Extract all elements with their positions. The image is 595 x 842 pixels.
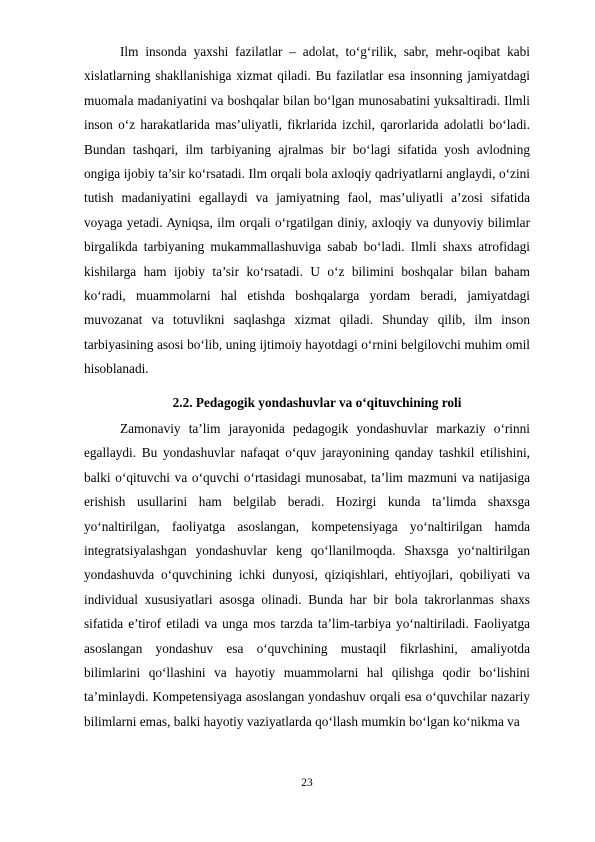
body-paragraph-pedagogik: Zamonaviy ta’lim jarayonida pedagogik yondashuvlar markaziy o‘rinni egallaydi. Bu yondashuvlar nafaqat o‘quv jarayonining qanday tashkil etilishini, balki o‘qituvchi va o‘quvchi o‘rtasidagi munosabat, ta’lim mazmuni va natijasiga erishish usullarini ham belgilab beradi. Hozirgi kunda ta’limda shaxsga yo‘naltirilgan, faoliyatga asoslangan, kompetensiyaga yo‘naltirilgan hamda integratsiyalashgan yondashuvlar keng qo‘llanilmoqda. Shaxsga yo‘naltirilgan yondashuvda o‘quvchining ichki dunyosi, qiziqishlari, ehtiyojlari, qobiliyati va individual xususiyatlari asosga olinadi. Bunda har bir bola takrorlanmas shaxs sifatida e’tirof etiladi va unga mos tarzda ta’lim-tarbiya yo‘naltiriladi. Faoliyatga asoslangan yondashuv esa o‘quvchining mustaqil fikrlashini, amaliyotda bilimlarini qo‘llashini va hayotiy muammolarni hal qilishga qodir bo‘lishini ta’minlaydi. Kompetensiyaga asoslangan yondashuv orqali esa o‘quvchilar nazariy bilimlarni emas, balki hayotiy vaziyatlarda qo‘llash mumkin bo‘lgan ko‘nikma va — [84, 421, 530, 729]
body-paragraph-ilm: Ilm insonda yaxshi fazilatlar – adolat, to‘g‘rilik, sabr, mehr-oqibat kabi xislatlarning shakllanishiga xizmat qiladi. Bu fazilatlar esa insonning jamiyatdagi muomala madaniyatini va boshqalar bilan bo‘lgan munosabatini yuksaltiradi. Ilmli inson o‘z harakatlarida mas’uliyatli, fikrlarida izchil, qarorlarida adolatli bo‘ladi. Bundan tashqari, ilm tarbiyaning ajralmas bir bo‘lagi sifatida yosh avlodning ongiga ijobiy ta’sir ko‘rsatadi. Ilm orqali bola axloqiy qadriyatlarni anglaydi, o‘zini tutish madaniyatini egallaydi va jamiyatning faol, mas’uliyatli a’zosi sifatida voyaga yetadi. Ayniqsa, ilm orqali o‘rgatilgan diniy, axloqiy va dunyoviy bilimlar birgalikda tarbiyaning mukammallashuviga sabab bo‘ladi. Ilmli shaxs atrofidagi kishilarga ham ijobiy ta’sir ko‘rsatadi. U o‘z bilimini boshqalar bilan baham ko‘radi, muammolarni hal etishda boshqalarga yordam beradi, jamiyatdagi muvozanat va totuvlikni saqlashga xizmat qiladi. Shunday qilib, ilm inson tarbiyasining asosi bo‘lib, uning ijtimoiy hayotdagi o‘rnini belgilovchi muhim omil hisoblanadi. — [84, 44, 530, 377]
section-heading: 2.2. Pedagogik yondashuvlar va o‘qituvchining roli — [172, 395, 462, 410]
page-number: 23 — [301, 777, 313, 789]
